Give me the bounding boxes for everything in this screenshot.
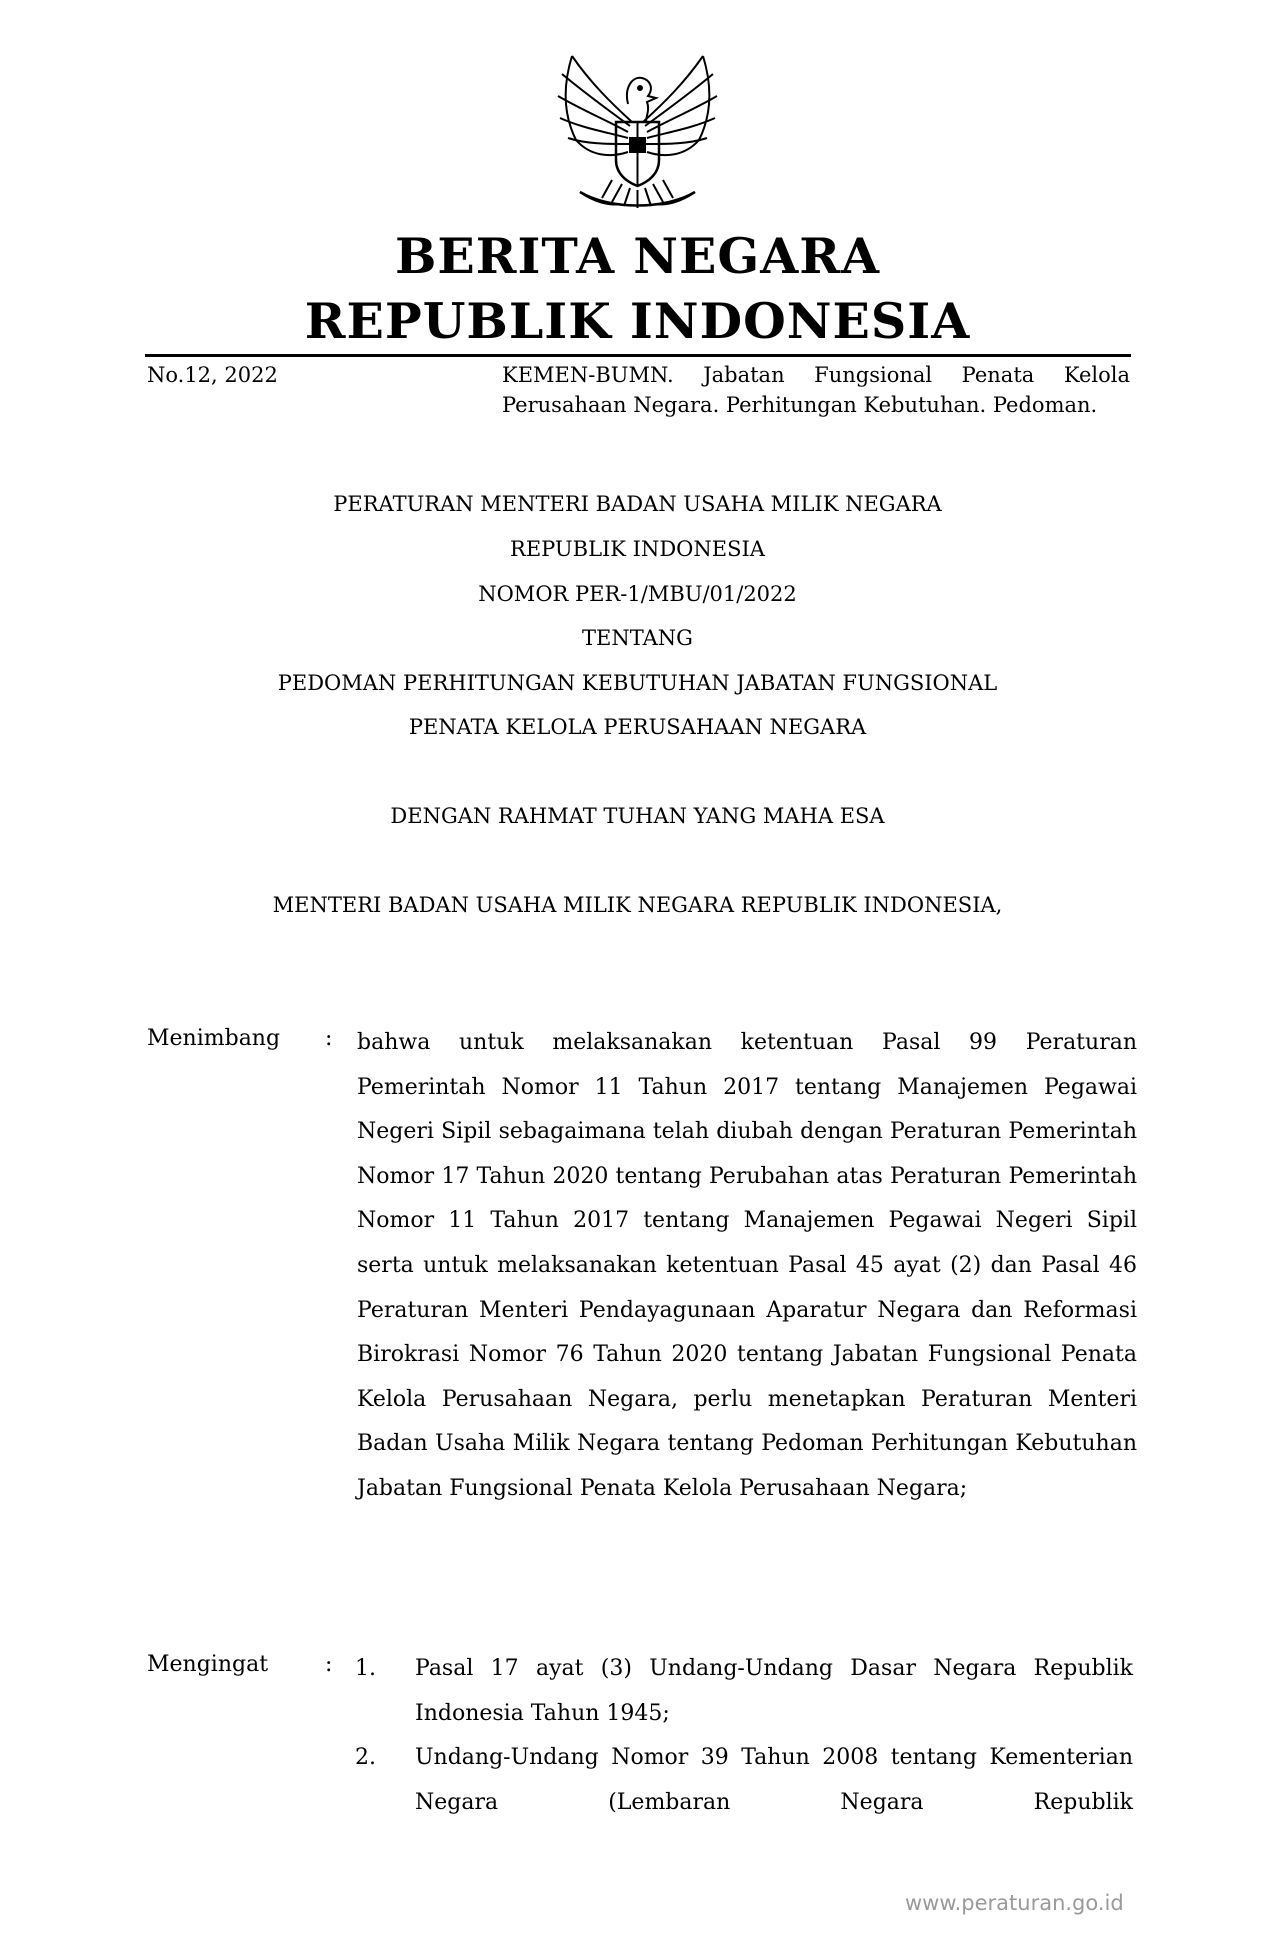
gazette-number: No.12, 2022 <box>147 363 278 387</box>
menimbang-label: Menimbang <box>147 1026 281 1051</box>
regulation-subject-line1: PEDOMAN PERHITUNGAN KEBUTUHAN JABATAN FUNGSIONAL <box>277 671 998 695</box>
regulation-subject-line2: PENATA KELOLA PERUSAHAAN NEGARA <box>408 715 867 739</box>
regulation-about: TENTANG <box>582 626 693 650</box>
regulation-title-line1: PERATURAN MENTERI BADAN USAHA MILIK NEGARA <box>333 492 942 516</box>
masthead-title-line1: BERITA NEGARA <box>394 227 880 285</box>
masthead-title-line2: REPUBLIK INDONESIA <box>304 292 971 350</box>
mengingat-item-text: Pasal 17 ayat (3) Undang-Undang Dasar Negara Republik Indonesia Tahun 1945; <box>415 1656 1133 1726</box>
garuda-emblem-icon <box>550 52 725 217</box>
regulation-title-line2: REPUBLIK INDONESIA <box>510 537 765 561</box>
menimbang-text: bahwa untuk melaksanakan ketentuan Pasal 99 Peraturan Pemerintah Nomor 11 Tahun 2017 tentang Manajemen Pegawai Negeri Sipil sebagaimana telah diubah dengan Peraturan Pemerintah Nomor 17 Tahun 2020 tentang Perubahan atas Peraturan Pemerintah Nomor 11 Tahun 2017 tentang Manajemen Pegawai Negeri Sipil serta untuk melaksanakan ketentuan Pasal 45 ayat (2) dan Pasal 46 Peraturan Menteri Pendayagunaan Aparatur Negara dan Reformasi Birokrasi Nomor 76 Tahun 2020 tentang Jabatan Fungsional Penata Kelola Perusahaan Negara, perlu menetapkan Peraturan Menteri Badan Usaha Milik Negara tentang Pedoman Perhitungan Kebutuhan Jabatan Fungsional Penata Kelola Perusahaan Negara; <box>357 1030 1137 1501</box>
menimbang-colon: : <box>325 1026 333 1051</box>
mengingat-item-text: Undang-Undang Nomor 39 Tahun 2008 tentang Kementerian Negara (Lembaran Negara Republik <box>415 1745 1133 1815</box>
invocation: DENGAN RAHMAT TUHAN YANG MAHA ESA <box>390 804 885 828</box>
gazette-description: KEMEN-BUMN. Jabatan Fungsional Penata Kelola Perusahaan Negara. Perhitungan Kebutuhan. Pedoman. <box>502 363 1130 417</box>
authority: MENTERI BADAN USAHA MILIK NEGARA REPUBLIK INDONESIA, <box>272 893 1003 917</box>
mengingat-colon: : <box>325 1652 333 1677</box>
mengingat-item-number: 1. <box>355 1656 376 1681</box>
mengingat-item-number: 2. <box>355 1745 376 1770</box>
watermark-url: www.peraturan.go.id <box>905 1891 1124 1915</box>
mengingat-label: Mengingat <box>147 1652 269 1677</box>
masthead-divider <box>145 354 1131 357</box>
regulation-number: NOMOR PER-1/MBU/01/2022 <box>478 582 797 606</box>
